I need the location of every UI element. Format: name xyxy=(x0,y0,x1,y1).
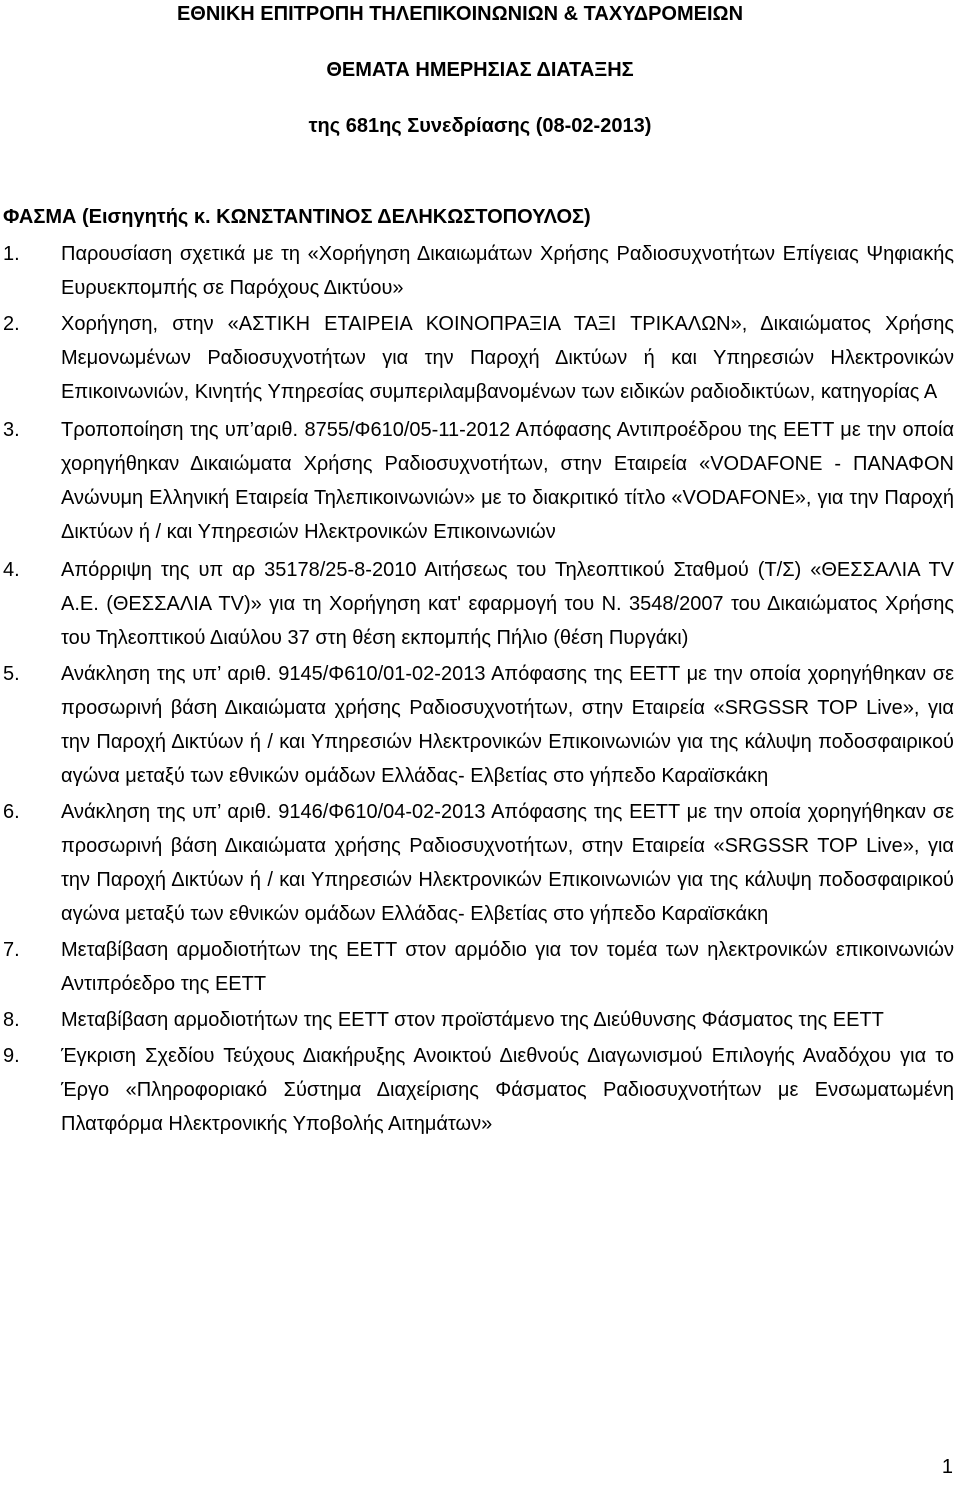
agenda-item-number: 6. xyxy=(3,801,20,823)
agenda-item-number: 7. xyxy=(3,939,20,961)
agenda-item-text: Μεταβίβαση αρμοδιοτήτων της ΕΕΤΤ στον προϊστάμενο της Διεύθυνσης Φάσματος της ΕΕΤΤ xyxy=(61,1009,884,1031)
agenda-item-text: Έγκριση Σχεδίου Τεύχους Διακήρυξης Ανοικτού Διεθνούς Διαγωνισμού Επιλογής Αναδόχου για το Έργο «Πληροφοριακό Σύστημα Διαχείρισης Φάσματος Ραδιοσυχνοτήτων με Ενσωματωμένη Πλατφόρμα Ηλεκτρονικής Υποβολής Αιτημάτων» xyxy=(61,1045,954,1135)
agenda-item-text: Ανάκληση της υπ’ αριθ. 9145/Φ610/01-02-2013 Απόφασης της ΕΕΤΤ με την οποία χορηγήθηκαν σε προσωρινή βάση Δικαιώματα χρήσης Ραδιοσυχνοτήτων, στην Εταιρεία «SRGSSR TOP Live», για την Παροχή Δικτύων ή / και Υπηρεσιών Ηλεκτρονικών Επικοινωνιών για της κάλυψη ποδοσφαιρικού αγώνα μεταξύ των εθνικών ομάδων Ελλάδας- Ελβετίας στο γήπεδο Καραϊσκάκη xyxy=(61,663,954,787)
agenda-item-text: Παρουσίαση σχετικά με τη «Χορήγηση Δικαιωμάτων Χρήσης Ραδιοσυχνοτήτων Επίγειας Ψηφιακής Ευρυεκπομπής σε Παρόχους Δικτύου» xyxy=(61,243,954,299)
agenda-item xyxy=(0,657,960,793)
organization-title: ΕΘΝΙΚΗ ΕΠΙΤΡΟΠΗ ΤΗΛΕΠΙΚΟΙΝΩΝΙΩΝ & ΤΑΧΥΔΡΟΜΕΙΩΝ xyxy=(176,3,744,25)
session-title: της 681ης Συνεδρίασης (08-02-2013) xyxy=(308,115,652,137)
agenda-item xyxy=(0,237,960,305)
agenda-item xyxy=(0,1003,960,1037)
agenda-item-number: 2. xyxy=(3,313,20,335)
agenda-item-text: Χορήγηση, στην «ΑΣΤΙΚΗ ΕΤΑΙΡΕΙΑ ΚΟΙΝΟΠΡΑΞΙΑ ΤΑΞΙ ΤΡΙΚΑΛΩΝ», Δικαιώματος Χρήσης Μεμονωμένων Ραδιοσυχνοτήτων για την Παροχή Δικτύων ή και Υπηρεσιών Ηλεκτρονικών Επικοινωνιών, Κινητής Υπηρεσίας συμπεριλαμβανομένων των ειδικών ραδιοδικτύων, κατηγορίας Α xyxy=(61,313,954,403)
agenda-item-number: 1. xyxy=(3,243,20,265)
agenda-item-text: Ανάκληση της υπ’ αριθ. 9146/Φ610/04-02-2013 Απόφασης της ΕΕΤΤ με την οποία χορηγήθηκαν σε προσωρινή βάση Δικαιώματα χρήσης Ραδιοσυχνοτήτων, στην Εταιρεία «SRGSSR TOP Live», για την Παροχή Δικτύων ή / και Υπηρεσιών Ηλεκτρονικών Επικοινωνιών για της κάλυψη ποδοσφαιρικού αγώνα μεταξύ των εθνικών ομάδων Ελλάδας- Ελβετίας στο γήπεδο Καραϊσκάκη xyxy=(61,801,954,925)
agenda-item-text: Τροποποίηση της υπ’αριθ. 8755/Φ610/05-11-2012 Απόφασης Αντιπροέδρου της ΕΕΤΤ με την οποία χορηγήθηκαν Δικαιώματα Χρήσης Ραδιοσυχνοτήτων, στην Εταιρεία «VODAFONE - ΠΑΝΑΦΟΝ Ανώνυμη Ελληνική Εταιρεία Τηλεπικοινωνιών» με το διακριτικό τίτλο «VODAFONE», για την Παροχή Δικτύων ή / και Υπηρεσιών Ηλεκτρονικών Επικοινωνιών xyxy=(61,419,954,543)
agenda-item-text: Μεταβίβαση αρμοδιοτήτων της ΕΕΤΤ στον αρμόδιο για τον τομέα των ηλεκτρονικών επικοινωνιών Αντιπρόεδρο της ΕΕΤΤ xyxy=(61,939,954,995)
section-heading: ΦΑΣΜΑ (Εισηγητής κ. ΚΩΝΣΤΑΝΤΙΝΟΣ ΔΕΛΗΚΩΣΤΟΠΟΥΛΟΣ) xyxy=(3,206,591,228)
agenda-title: ΘΕΜΑΤΑ ΗΜΕΡΗΣΙΑΣ ΔΙΑΤΑΞΗΣ xyxy=(326,59,634,81)
agenda-item-number: 4. xyxy=(3,559,20,581)
agenda-item-number: 5. xyxy=(3,663,20,685)
agenda-item-number: 9. xyxy=(3,1045,20,1067)
agenda-item-number: 8. xyxy=(3,1009,20,1031)
agenda-item xyxy=(0,1039,960,1141)
agenda-list xyxy=(0,237,960,1141)
agenda-item-text: Απόρριψη της υπ αρ 35178/25-8-2010 Αιτήσεως του Τηλεοπτικού Σταθμού (Τ/Σ) «ΘΕΣΣΑΛΙΑ TV Α.Ε. (ΘΕΣΣΑΛΙΑ TV)» για τη Χορήγηση κατ' εφαρμογή του Ν. 3548/2007 του Δικαιώματος Χρήσης του Τηλεοπτικού Διαύλου 37 στη θέση εκπομπής Πήλιο (θέση Πυργάκι) xyxy=(61,559,954,649)
agenda-item xyxy=(0,933,960,1001)
page-number: 1 xyxy=(941,1456,953,1478)
agenda-item xyxy=(0,795,960,931)
agenda-item-number: 3. xyxy=(3,419,20,441)
agenda-item xyxy=(0,413,960,549)
agenda-item xyxy=(0,307,960,409)
agenda-item xyxy=(0,553,960,655)
